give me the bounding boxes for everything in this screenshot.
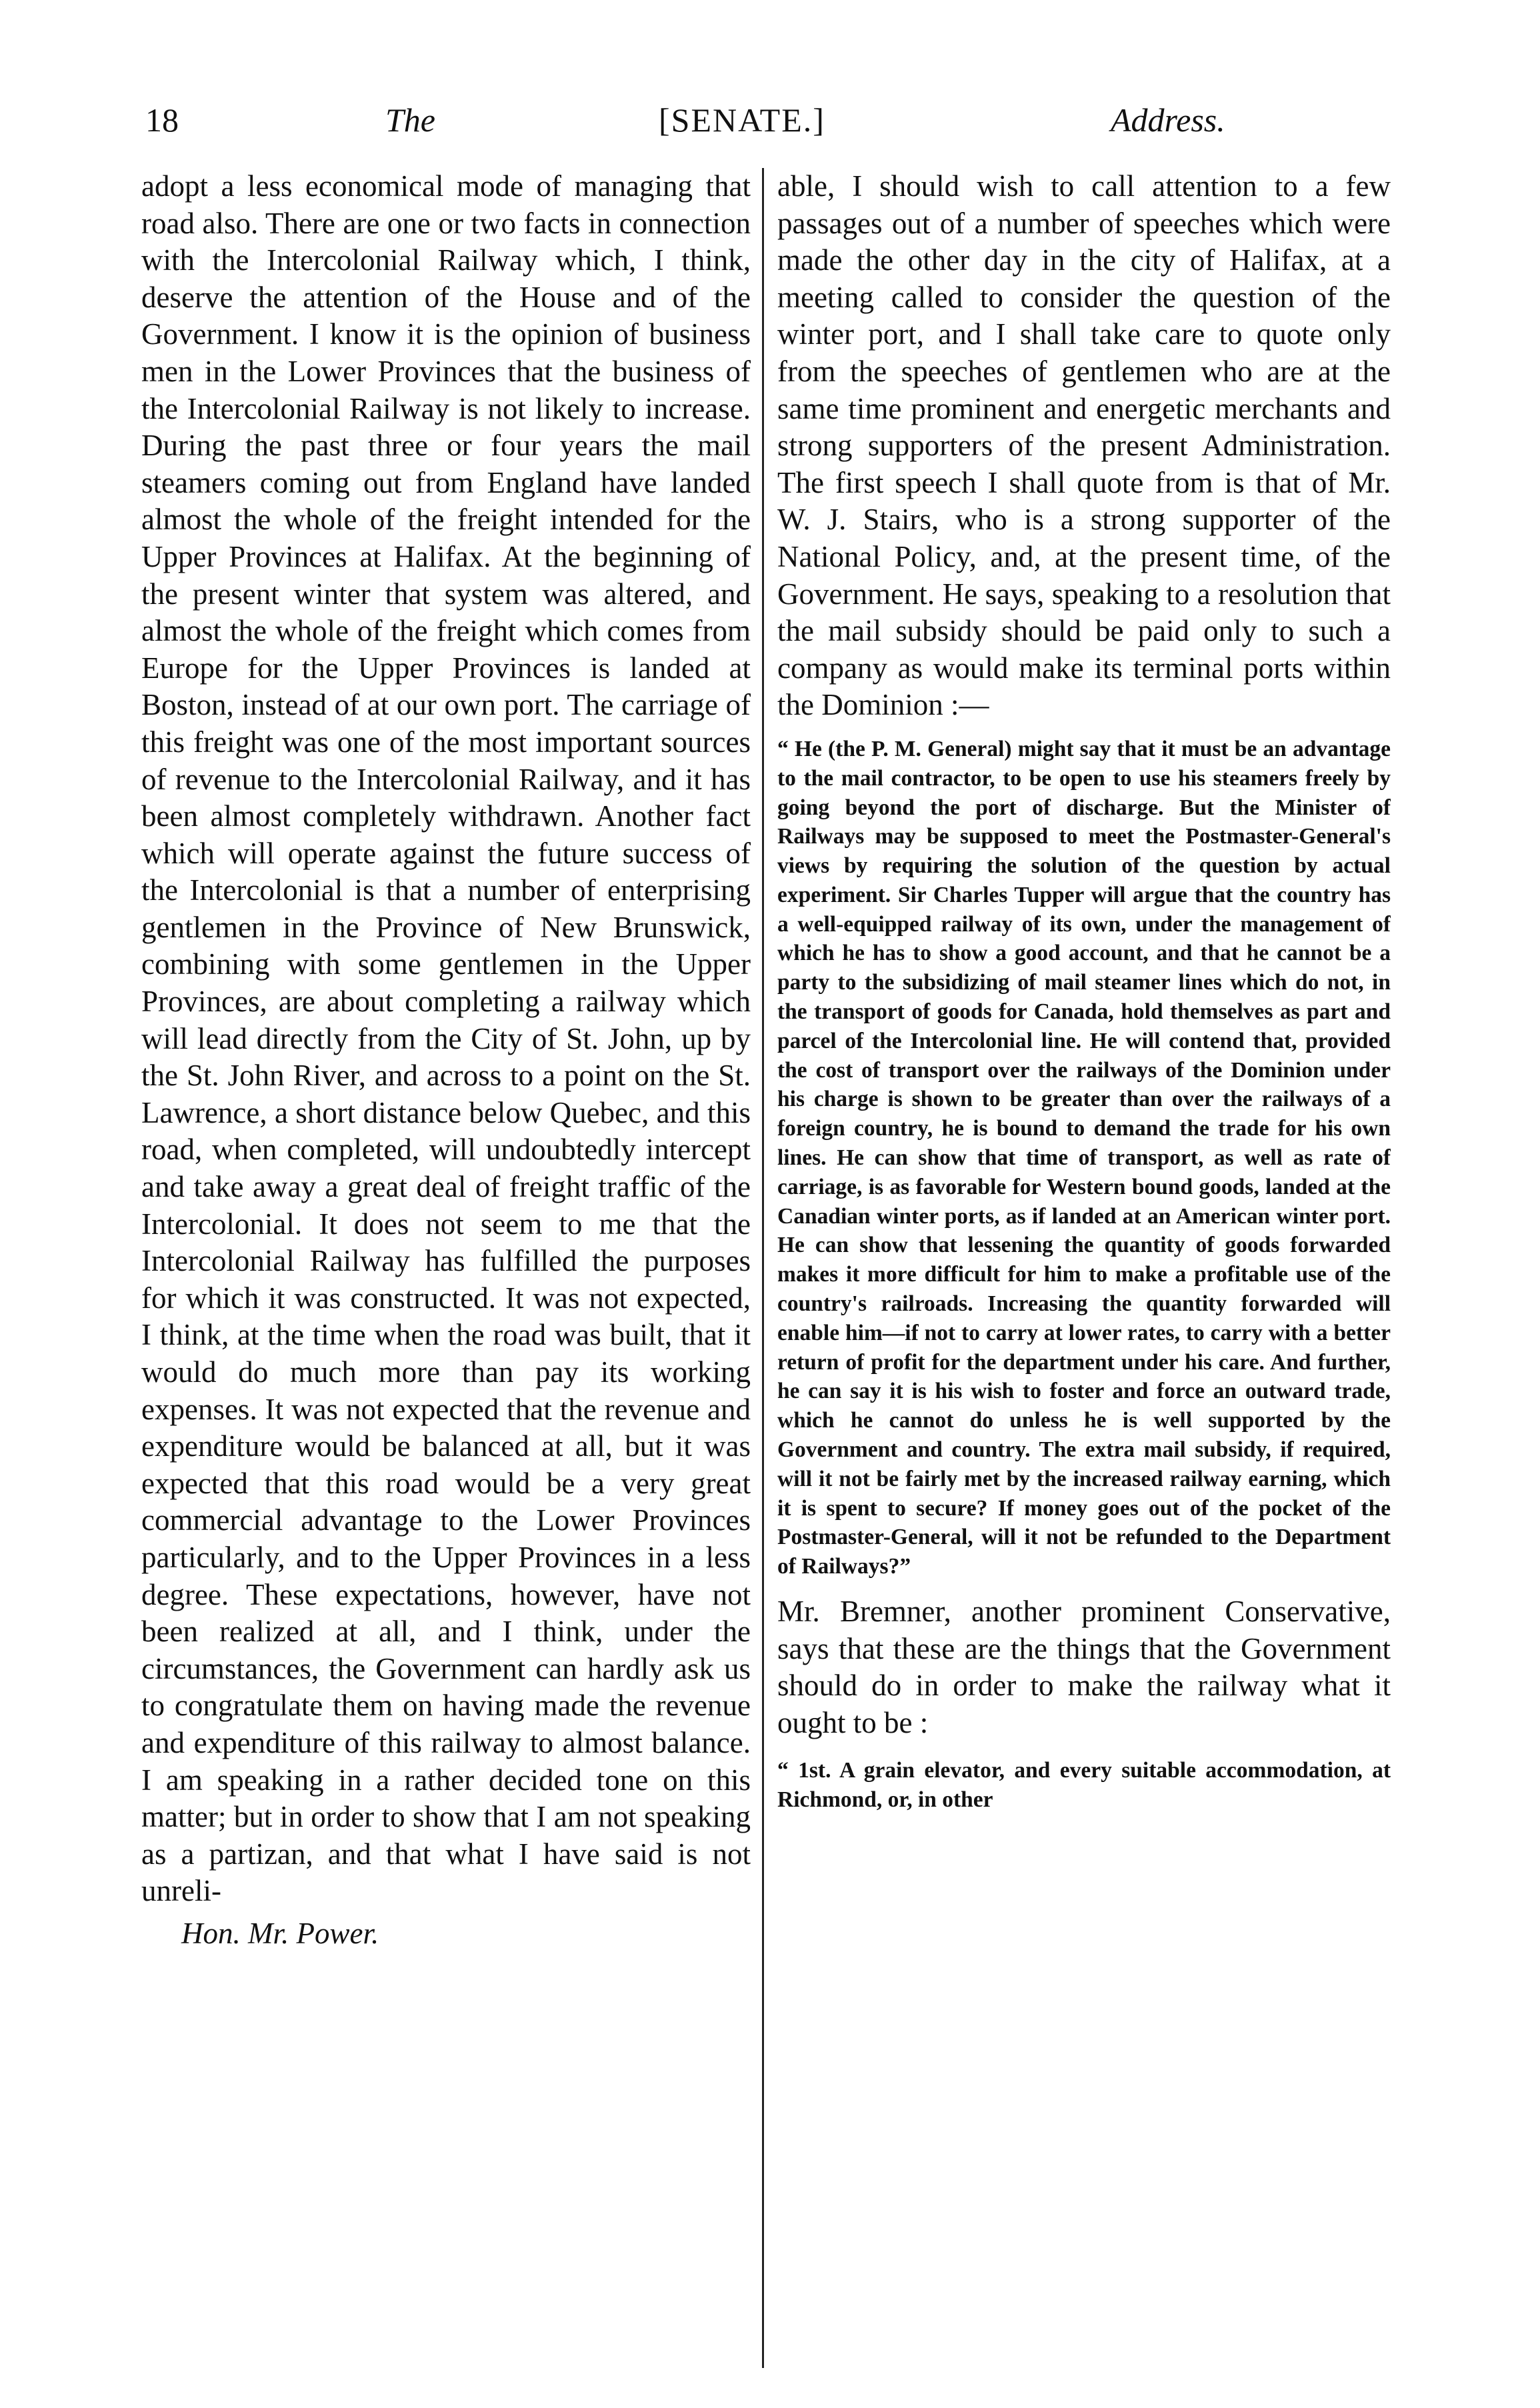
running-head-center: [SENATE.] xyxy=(659,101,825,139)
column-divider xyxy=(762,168,764,2368)
running-head-right: Address. xyxy=(1111,101,1225,139)
left-column-paragraph: adopt a less economical mode of managing that road also. There are one or two facts in connection with the Intercolonial Railway which, I think, deserve the attention of the House and of the Government. I know it is the opinion of business men in the Lower Provinces that the business of the Intercolonial Railway is not likely to increase. During the past three or four years the mail steamers coming out from England have landed almost the whole of the freight intended for the Upper Provinces at Halifax. At the beginning of the present winter that system was altered, and almost the whole of the freight which comes from Europe for the Upper Provinces is landed at Boston, instead of at our own port. The carriage of this freight was one of the most important sources of revenue to the Intercolonial Railway, and it has been almost completely withdrawn. Another fact which will operate against the future success of the Intercolonial is that a number of enterprising gentlemen in the Province of New Brunswick, combining with some gentlemen in the Upper Provinces, are about completing a railway which will lead directly from the City of St. John, up by the St. John River, and across to a point on the St. Lawrence, a short distance below Quebec, and this road, when completed, will undoubtedly intercept and take away a great deal of freight traffic of the Intercolonial. It does not seem to me that the Intercolonial Railway has fulfilled the purposes for which it was constructed. It was not expected, I think, at the time when the road was built, that it would do much more than pay its working expenses. It was not expected that the revenue and expenditure would be balanced at all, but it was expected that this road would be a very great commercial advantage to the Lower Provinces particularly, and to the Upper Provinces in a less degree. These expectations, however, have not been realized at all, and I think, under the circumstances, the Government can hardly ask us to congratulate them on having made the revenue and expenditure of this railway to almost balance. I am speaking in a rather decided tone on this matter; but in order to show that I am not speaking as a partizan, and that what I have said is not unreli- xyxy=(141,169,751,1908)
left-column xyxy=(141,168,751,2381)
right-column xyxy=(777,168,1391,2381)
running-header xyxy=(145,93,1405,147)
page-number: 18 xyxy=(145,101,179,139)
quotation-bremner: “ 1st. A grain elevator, and every suitable accommodation, at Richmond, or, in other xyxy=(777,1758,1391,1813)
quotation-stairs: “ He (the P. M. General) might say that it must be an advantage to the mail contractor, to be open to use his steamers freely by going beyond the port of discharge. But the Minister of Railways may be supposed to meet the Postmaster-General's views by requiring the solution of the question by actual experiment. Sir Charles Tupper will argue that the country has a well-equipped railway of its own, under the management of which he has to show a good account, and that he cannot be a party to the subsidizing of mail steamer lines which do not, in the transport of goods for Canada, hold themselves as part and parcel of the Intercolonial line. He will contend that, provided the cost of transport over the railways of the Dominion under his charge is shown to be greater than over the railways of a foreign country, he is bound to demand the trade for his own lines. He can show that time of transport, as well as rate of carriage, is as favorable for Western bound goods, landed at the Canadian winter ports, as if landed at an American winter port. He can show that lessening the quantity of goods forwarded makes it more difficult for him to make a profitable use of the country's railroads. Increasing the quantity forwarded will enable him—if not to carry at lower rates, to carry with a better return of profit for the department under his care. And further, he can say it is his wish to foster and force an outward trade, which he cannot do unless he is well supported by the Government and country. The extra mail subsidy, if required, will it not be fairly met by the increased railway earning, which it is spent to secure? If money goes out of the pocket of the Postmaster-General, will it not be refunded to the Department of Railways?” xyxy=(777,736,1391,1579)
speaker-footer: Hon. Mr. Power. xyxy=(181,1916,379,1950)
right-column-paragraph-2: Mr. Bremner, another prominent Conservative, says that these are the things that the Government should do in order to make the railway what it ought to be : xyxy=(777,1595,1391,1739)
running-head-left: The xyxy=(385,101,435,139)
right-column-paragraph-1: able, I should wish to call attention to a few passages out of a number of speeches which were made the other day in the city of Halifax, at a meeting called to consider the question of the winter port, and I shall take care to quote only from the speeches of gentlemen who are at the same time prominent and energetic merchants and strong supporters of the present Administration. The first speech I shall quote from is that of Mr. W. J. Stairs, who is a strong supporter of the National Policy, and, at the present time, of the Government. He says, speaking to a resolution that the mail subsidy should be paid only to such a company as would make its terminal ports within the Dominion :— xyxy=(777,169,1391,722)
